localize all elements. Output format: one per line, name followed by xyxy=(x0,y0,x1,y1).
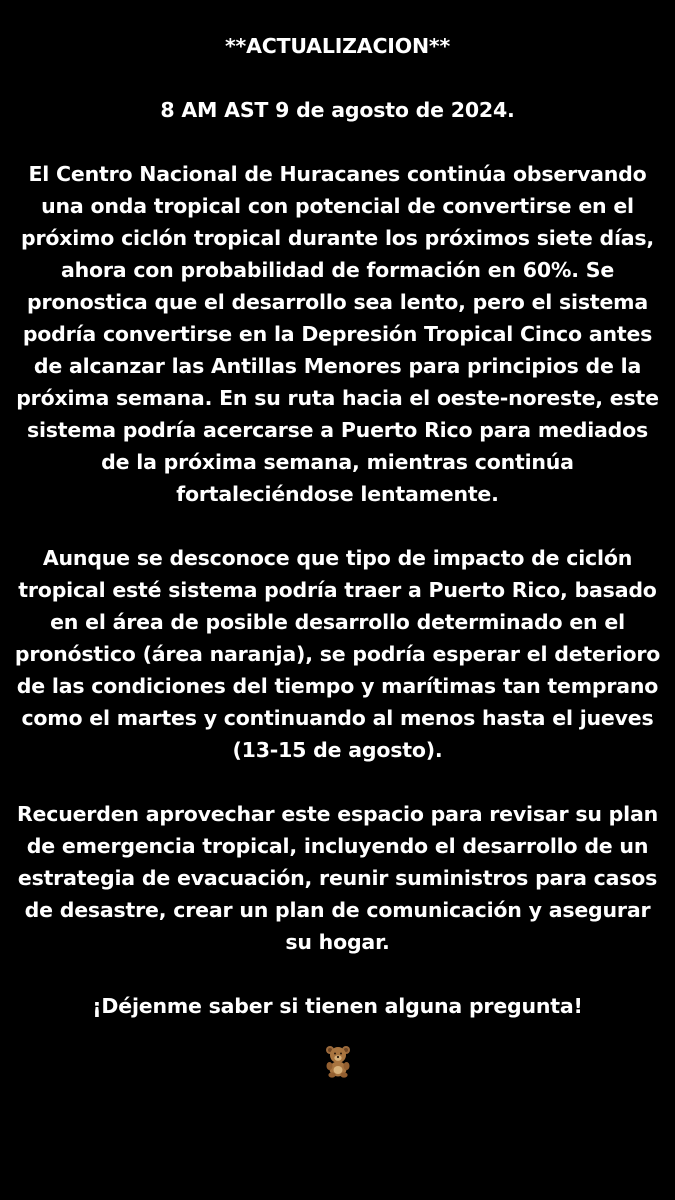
emoji-row xyxy=(14,1044,661,1078)
teddy-bear-icon xyxy=(321,1044,355,1078)
update-timestamp: 8 AM AST 9 de agosto de 2024. xyxy=(160,98,515,122)
paragraph-questions: ¡Déjenme saber si tienen alguna pregunta! xyxy=(92,994,583,1018)
paragraph-impact: Aunque se desconoce que tipo de impacto de ciclón tropical esté sistema podría traer a Puerto Rico, basado en el área de posible desarrollo determinado en el pronóstico (área naranja), se podría esperar el deterioro de las condiciones del tiempo y marítimas tan temprano como el martes y continuando al menos hasta el jueves (13-15 de agosto). xyxy=(14,546,661,762)
story-text-block xyxy=(14,30,661,1078)
update-heading: **ACTUALIZACION** xyxy=(225,34,450,58)
paragraph-preparation: Recuerden aprovechar este espacio para revisar su plan de emergencia tropical, incluyendo el desarrollo de un estrategia de evacuación, reunir suministros para casos de desastre, crear un plan de comunicación y asegurar su hogar. xyxy=(16,802,659,954)
paragraph-forecast: El Centro Nacional de Huracanes continúa observando una onda tropical con potencial de convertirse en el próximo ciclón tropical durante los próximos siete días, ahora con probabilidad de formación en 60%. Se pronostica que el desarrollo sea lento, pero el sistema podría convertirse en la Depresión Tropical Cinco antes de alcanzar las Antillas Menores para principios de la próxima semana. En su ruta hacia el oeste-noreste, este sistema podría acercarse a Puerto Rico para mediados de la próxima semana, mientras continúa fortaleciéndose lentamente. xyxy=(16,162,659,506)
